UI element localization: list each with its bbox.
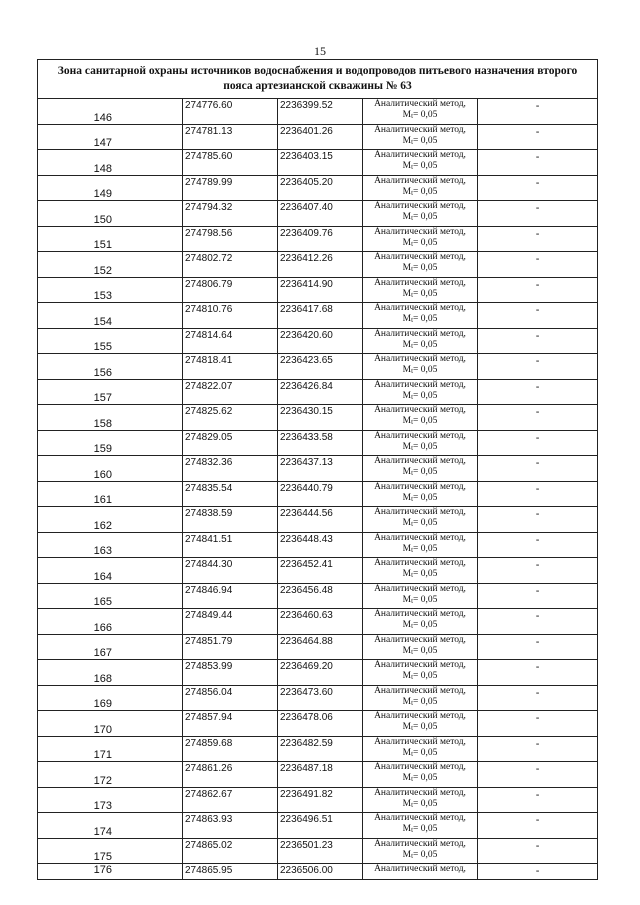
y-coordinate: 2236426.84 (278, 379, 363, 405)
error-dash: - (478, 277, 598, 303)
error-dash: - (478, 864, 598, 880)
method-cell (363, 252, 478, 278)
table-row (38, 507, 598, 533)
error-dash: - (478, 354, 598, 380)
x-coordinate: 274853.99 (183, 660, 278, 686)
table-row (38, 328, 598, 354)
table-row (38, 864, 598, 880)
x-coordinate: 274865.95 (183, 864, 278, 880)
table-row (38, 787, 598, 813)
x-coordinate: 274776.60 (183, 99, 278, 125)
table-row (38, 685, 598, 711)
error-value: Mt= 0,05 (402, 288, 438, 299)
table-row (38, 481, 598, 507)
error-dash: - (478, 303, 598, 329)
point-number: 158 (38, 405, 183, 431)
method-label: Аналитический метод, (374, 507, 466, 517)
y-coordinate: 2236473.60 (278, 685, 363, 711)
table-body (38, 60, 598, 880)
error-value: Mt= 0,05 (402, 824, 438, 834)
error-dash: - (478, 252, 598, 278)
method-cell (363, 736, 478, 762)
method-cell (363, 379, 478, 405)
point-number: 170 (38, 711, 183, 737)
method-label: Аналитический метод, (374, 379, 466, 390)
x-coordinate: 274859.68 (183, 736, 278, 762)
point-number: 162 (38, 507, 183, 533)
point-number: 152 (38, 252, 183, 278)
method-label: Аналитический метод, (374, 99, 466, 109)
error-value: Mt= 0,05 (402, 671, 438, 681)
error-dash: - (478, 124, 598, 150)
x-coordinate: 274822.07 (183, 379, 278, 405)
error-value: Mt= 0,05 (402, 416, 438, 426)
method-label: Аналитический метод, (374, 405, 466, 415)
method-label: Аналитический метод, (374, 711, 466, 721)
method-cell (363, 405, 478, 431)
page-number: 15 (314, 44, 326, 58)
table-row (38, 379, 598, 405)
error-dash: - (478, 456, 598, 482)
error-dash: - (478, 660, 598, 686)
point-number: 154 (38, 303, 183, 329)
y-coordinate: 2236440.79 (278, 481, 363, 507)
x-coordinate: 274857.94 (183, 711, 278, 737)
error-value: Mt= 0,05 (402, 263, 438, 273)
method-cell (363, 430, 478, 456)
error-value: Mt= 0,05 (402, 339, 438, 350)
method-cell (363, 354, 478, 380)
method-cell (363, 609, 478, 635)
x-coordinate: 274835.54 (183, 481, 278, 507)
method-cell (363, 226, 478, 252)
method-label: Аналитический метод, (374, 226, 466, 237)
method-cell (363, 150, 478, 176)
error-dash: - (478, 787, 598, 813)
method-label: Аналитический метод, (374, 150, 466, 160)
x-coordinate: 274789.99 (183, 175, 278, 201)
table-row (38, 430, 598, 456)
table-row (38, 736, 598, 762)
error-value: Mt= 0,05 (402, 569, 438, 579)
method-cell (363, 175, 478, 201)
point-number: 157 (38, 379, 183, 405)
error-dash: - (478, 379, 598, 405)
method-label: Аналитический метод, (374, 736, 466, 747)
error-value: Mt= 0,05 (402, 212, 438, 222)
table-row (38, 762, 598, 788)
method-cell (363, 660, 478, 686)
method-label: Аналитический метод, (374, 813, 466, 823)
method-cell (363, 277, 478, 303)
method-label: Аналитический метод, (374, 558, 466, 568)
point-number: 169 (38, 685, 183, 711)
x-coordinate: 274841.51 (183, 532, 278, 558)
x-coordinate: 274798.56 (183, 226, 278, 252)
y-coordinate: 2236401.26 (278, 124, 363, 150)
method-label: Аналитический метод, (374, 201, 466, 211)
y-coordinate: 2236403.15 (278, 150, 363, 176)
table-row (38, 532, 598, 558)
x-coordinate: 274851.79 (183, 634, 278, 660)
method-label: Аналитический метод, (374, 175, 466, 186)
point-number: 175 (38, 838, 183, 864)
error-dash: - (478, 150, 598, 176)
error-value: Mt= 0,05 (402, 186, 438, 197)
y-coordinate: 2236407.40 (278, 201, 363, 227)
point-number: 168 (38, 660, 183, 686)
error-value: Mt= 0,05 (402, 747, 438, 758)
table-row (38, 609, 598, 635)
error-dash: - (478, 762, 598, 788)
error-value: Mt= 0,05 (402, 849, 438, 860)
y-coordinate: 2236478.06 (278, 711, 363, 737)
error-dash: - (478, 736, 598, 762)
method-label: Аналитический метод, (374, 685, 466, 696)
x-coordinate: 274838.59 (183, 507, 278, 533)
error-dash: - (478, 175, 598, 201)
title-row (38, 60, 598, 99)
y-coordinate: 2236452.41 (278, 558, 363, 584)
table-row (38, 634, 598, 660)
y-coordinate: 2236423.65 (278, 354, 363, 380)
point-number: 155 (38, 328, 183, 354)
y-coordinate: 2236444.56 (278, 507, 363, 533)
method-cell (363, 762, 478, 788)
method-label: Аналитический метод, (374, 634, 466, 645)
method-cell (363, 303, 478, 329)
table-row (38, 583, 598, 609)
method-label: Аналитический метод, (374, 430, 466, 441)
error-dash: - (478, 685, 598, 711)
point-number: 165 (38, 583, 183, 609)
table-row (38, 405, 598, 431)
point-number: 163 (38, 532, 183, 558)
y-coordinate: 2236496.51 (278, 813, 363, 839)
method-cell (363, 711, 478, 737)
method-label: Аналитический метод, (374, 864, 466, 874)
x-coordinate: 274810.76 (183, 303, 278, 329)
error-dash: - (478, 813, 598, 839)
method-cell (363, 838, 478, 864)
y-coordinate: 2236448.43 (278, 532, 363, 558)
error-dash: - (478, 99, 598, 125)
point-number: 151 (38, 226, 183, 252)
point-number: 166 (38, 609, 183, 635)
method-cell (363, 787, 478, 813)
method-cell (363, 456, 478, 482)
error-dash: - (478, 558, 598, 584)
error-dash: - (478, 481, 598, 507)
point-number: 173 (38, 787, 183, 813)
point-number: 150 (38, 201, 183, 227)
error-value: Mt= 0,05 (402, 390, 438, 401)
method-cell (363, 507, 478, 533)
y-coordinate: 2236399.52 (278, 99, 363, 125)
method-cell (363, 532, 478, 558)
table-row (38, 226, 598, 252)
table-row (38, 711, 598, 737)
table-row (38, 277, 598, 303)
y-coordinate: 2236469.20 (278, 660, 363, 686)
point-number: 171 (38, 736, 183, 762)
point-number: 160 (38, 456, 183, 482)
method-cell (363, 685, 478, 711)
y-coordinate: 2236460.63 (278, 609, 363, 635)
y-coordinate: 2236414.90 (278, 277, 363, 303)
y-coordinate: 2236430.15 (278, 405, 363, 431)
error-value: Mt= 0,05 (402, 773, 438, 783)
error-value: Mt= 0,05 (402, 722, 438, 732)
table-row (38, 150, 598, 176)
x-coordinate: 274781.13 (183, 124, 278, 150)
y-coordinate: 2236433.58 (278, 430, 363, 456)
table-row (38, 558, 598, 584)
error-value: Mt= 0,05 (402, 314, 438, 324)
error-value: Mt= 0,05 (402, 798, 438, 809)
point-number: 174 (38, 813, 183, 839)
point-number: 176 (38, 864, 183, 880)
error-dash: - (478, 405, 598, 431)
table-row (38, 175, 598, 201)
error-dash: - (478, 609, 598, 635)
error-value: Mt= 0,05 (402, 135, 438, 146)
x-coordinate: 274844.30 (183, 558, 278, 584)
error-value: Mt= 0,05 (402, 645, 438, 656)
y-coordinate: 2236487.18 (278, 762, 363, 788)
x-coordinate: 274825.62 (183, 405, 278, 431)
error-dash: - (478, 201, 598, 227)
x-coordinate: 274814.64 (183, 328, 278, 354)
method-cell (363, 583, 478, 609)
method-cell (363, 99, 478, 125)
y-coordinate: 2236417.68 (278, 303, 363, 329)
method-cell (363, 201, 478, 227)
x-coordinate: 274861.26 (183, 762, 278, 788)
method-label: Аналитический метод, (374, 762, 466, 772)
method-label: Аналитический метод, (374, 660, 466, 670)
table-row (38, 838, 598, 864)
point-number: 148 (38, 150, 183, 176)
point-number: 149 (38, 175, 183, 201)
coordinates-table (37, 59, 598, 880)
y-coordinate: 2236456.48 (278, 583, 363, 609)
method-cell (363, 328, 478, 354)
table-title: Зона санитарной охраны источников водоснабжения и водопроводов питьевого назначения второго пояса артезианской скважины № 63 (38, 60, 598, 99)
y-coordinate: 2236412.26 (278, 252, 363, 278)
method-cell (363, 481, 478, 507)
method-label: Аналитический метод, (374, 456, 466, 466)
y-coordinate: 2236482.59 (278, 736, 363, 762)
method-cell (363, 558, 478, 584)
error-value: Mt= 0,05 (402, 161, 438, 171)
point-number: 164 (38, 558, 183, 584)
table-row (38, 456, 598, 482)
x-coordinate: 274818.41 (183, 354, 278, 380)
table-row (38, 813, 598, 839)
table-row (38, 99, 598, 125)
x-coordinate: 274862.67 (183, 787, 278, 813)
error-dash: - (478, 328, 598, 354)
method-label: Аналитический метод, (374, 583, 466, 594)
point-number: 161 (38, 481, 183, 507)
x-coordinate: 274802.72 (183, 252, 278, 278)
error-value: Mt= 0,05 (402, 543, 438, 554)
method-label: Аналитический метод, (374, 787, 466, 798)
point-number: 146 (38, 99, 183, 125)
method-label: Аналитический метод, (374, 328, 466, 339)
error-value: Mt= 0,05 (402, 492, 438, 503)
table-row (38, 354, 598, 380)
method-label: Аналитический метод, (374, 303, 466, 313)
x-coordinate: 274785.60 (183, 150, 278, 176)
point-number: 172 (38, 762, 183, 788)
method-cell (363, 813, 478, 839)
error-dash: - (478, 507, 598, 533)
y-coordinate: 2236420.60 (278, 328, 363, 354)
y-coordinate: 2236501.23 (278, 838, 363, 864)
x-coordinate: 274865.02 (183, 838, 278, 864)
table-row (38, 660, 598, 686)
method-label: Аналитический метод, (374, 838, 466, 849)
table-row (38, 124, 598, 150)
method-label: Аналитический метод, (374, 354, 466, 364)
y-coordinate: 2236409.76 (278, 226, 363, 252)
method-cell (363, 864, 478, 880)
error-dash: - (478, 430, 598, 456)
error-value: Mt= 0,05 (402, 110, 438, 120)
y-coordinate: 2236491.82 (278, 787, 363, 813)
method-cell (363, 124, 478, 150)
table-row (38, 252, 598, 278)
method-cell (363, 634, 478, 660)
error-dash: - (478, 532, 598, 558)
x-coordinate: 274829.05 (183, 430, 278, 456)
method-label: Аналитический метод, (374, 481, 466, 492)
error-value: Mt= 0,05 (402, 237, 438, 248)
table-row (38, 303, 598, 329)
table-row (38, 201, 598, 227)
y-coordinate: 2236437.13 (278, 456, 363, 482)
x-coordinate: 274863.93 (183, 813, 278, 839)
error-value: Mt= 0,05 (402, 620, 438, 630)
y-coordinate: 2236464.88 (278, 634, 363, 660)
error-value: Mt= 0,05 (402, 518, 438, 528)
error-dash: - (478, 711, 598, 737)
method-label: Аналитический метод, (374, 124, 466, 135)
error-dash: - (478, 583, 598, 609)
error-value: Mt= 0,05 (402, 365, 438, 375)
y-coordinate: 2236506.00 (278, 864, 363, 880)
error-value: Mt= 0,05 (402, 441, 438, 452)
point-number: 167 (38, 634, 183, 660)
error-dash: - (478, 634, 598, 660)
point-number: 147 (38, 124, 183, 150)
y-coordinate: 2236405.20 (278, 175, 363, 201)
x-coordinate: 274806.79 (183, 277, 278, 303)
point-number: 153 (38, 277, 183, 303)
error-dash: - (478, 226, 598, 252)
point-number: 156 (38, 354, 183, 380)
x-coordinate: 274846.94 (183, 583, 278, 609)
method-label: Аналитический метод, (374, 609, 466, 619)
error-dash: - (478, 838, 598, 864)
method-label: Аналитический метод, (374, 532, 466, 543)
error-value: Mt= 0,05 (402, 696, 438, 707)
point-number: 159 (38, 430, 183, 456)
method-label: Аналитический метод, (374, 277, 466, 288)
x-coordinate: 274794.32 (183, 201, 278, 227)
x-coordinate: 274856.04 (183, 685, 278, 711)
x-coordinate: 274849.44 (183, 609, 278, 635)
error-value: Mt= 0,05 (402, 594, 438, 605)
x-coordinate: 274832.36 (183, 456, 278, 482)
error-value: Mt= 0,05 (402, 467, 438, 477)
method-label: Аналитический метод, (374, 252, 466, 262)
